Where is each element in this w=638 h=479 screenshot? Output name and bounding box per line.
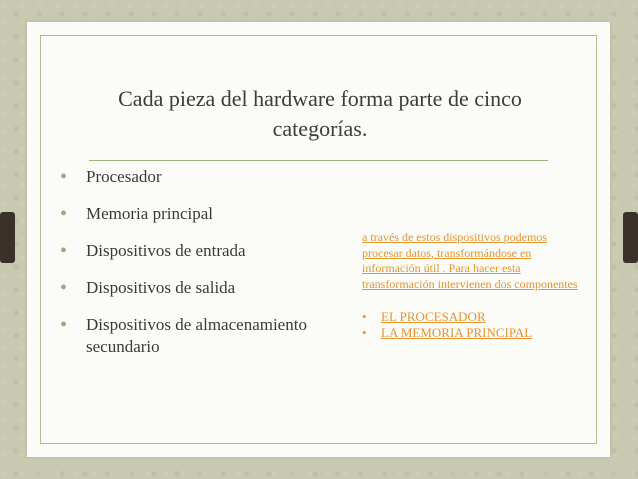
binder-clip-right xyxy=(623,212,638,263)
components-list xyxy=(362,309,587,341)
component-label: EL PROCESADOR xyxy=(381,309,486,324)
bullet-dot-icon: • xyxy=(60,240,68,262)
component-item-procesador xyxy=(362,309,587,325)
components-note xyxy=(362,230,587,341)
bullet-item-memoria-principal xyxy=(60,203,320,225)
bullet-item-procesador xyxy=(60,166,320,188)
bullet-dot-icon: • xyxy=(60,166,68,188)
bullet-dot-icon: • xyxy=(60,203,68,225)
component-item-memoria-principal xyxy=(362,325,587,341)
bullet-label: Dispositivos de almacenamiento secundario xyxy=(86,315,307,356)
component-label: LA MEMORIA PRINCIPAL xyxy=(381,325,533,340)
category-bullet-list xyxy=(60,166,320,373)
note-bullet-icon: • xyxy=(362,325,367,340)
bullet-item-dispositivos-salida xyxy=(60,277,320,299)
bullet-label: Dispositivos de salida xyxy=(86,278,236,297)
bullet-item-almacenamiento-secundario xyxy=(60,314,320,358)
bullet-item-dispositivos-entrada xyxy=(60,240,320,262)
binder-clip-left xyxy=(0,212,15,263)
note-bullet-icon: • xyxy=(362,309,367,324)
components-note-text: a través de estos dispositivos podemos procesar datos, transformándose en información útil . Para hacer esta transformación intervienen dos componentes xyxy=(362,230,578,291)
slide-title: Cada pieza del hardware forma parte de cinco categorías. xyxy=(118,86,522,141)
bullet-dot-icon: • xyxy=(60,314,68,336)
bullet-label: Memoria principal xyxy=(86,204,213,223)
bullet-dot-icon: • xyxy=(60,277,68,299)
title-divider xyxy=(89,160,548,161)
bullet-label: Dispositivos de entrada xyxy=(86,241,246,260)
bullet-label: Procesador xyxy=(86,167,162,186)
